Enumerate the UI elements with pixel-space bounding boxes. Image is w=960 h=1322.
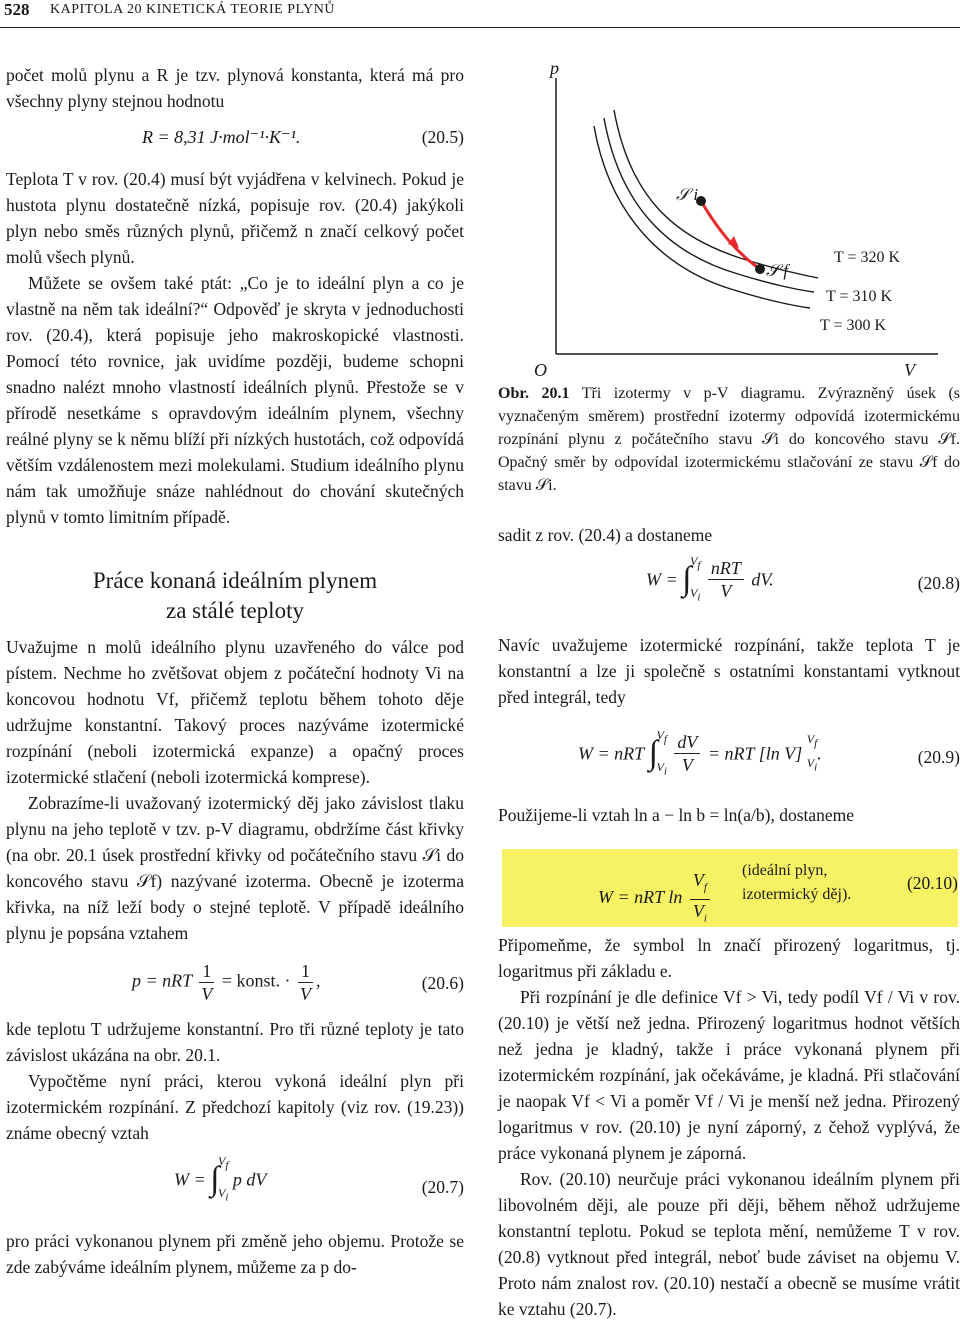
paragraph-natural-log: Připomeňme, že symbol ln značí přirozený logaritmus, tj. logaritmus při základu e.: [498, 935, 960, 981]
section-title-line-1: Práce konaná ideálním plynem: [92, 568, 378, 593]
figure-caption: [498, 382, 960, 497]
origin-label: O: [534, 360, 547, 380]
isothermal-expansion-segment: [701, 201, 760, 269]
header-rule: [0, 27, 960, 28]
paragraph-constant-t: Navíc uvažujeme izotermické rozpínání, takže teplota T je konstantní a lze ji společně s ostatními konstantami vytknout před integrál, tedy: [498, 635, 960, 707]
equation-20-5: [6, 114, 464, 166]
state-sf-point: [755, 264, 765, 274]
paragraph-general-case: Rov. (20.10) neurčuje práci vykonanou ideálním plynem při libovolném ději, ale pouze při ději, během něhož udržujeme konstantní teplotu. Pokud se teplota mění, nemůžeme T v rov. (20.8) vytknout před integrál, neboť bude záviset na objemu V. Proto nám znalost rov. (20.10) nestačí a obecně se musíme vrátit ke vztahu (20.7).: [498, 1169, 960, 1319]
isotherm-300: [594, 126, 810, 308]
equation-20-10-box: W = nRT ln $\frac{V_f}{V_i}$ (ideální plyn, izotermický děj). (20.10): [502, 849, 958, 927]
paragraph-ideal-gas: Můžete se ovšem také ptát: „Co je to ideální plyn a co je vlastně na něm tak ideální?“ Odpověď je skryta v jednoduchosti rov. (20.4), která popisuje jeho makroskopické vlastnosti. Pomocí této rovnice, jak uvidíme později, budeme schopni snadno nalézt mnoho vlastností ideálních plynů. Přestože se v přírodě nesetkáme s opravdovým ideálním plynem, všechny reálné plyny se k němu blíží při nízkých hustotách, což odpovídá větším vzdálenostem mezi molekulami. Studium ideálního plynu nám tak umožňuje snáze nahlédnout do chování skutečných plynů v tomto limitním případě.: [6, 273, 464, 527]
label-t300: T = 300 K: [820, 317, 887, 334]
figure-caption-text: Tři izotermy v p-V diagramu. Zvýrazněný úsek (s vyznačeným směrem) prostřední izotermy odpovídá izotermickému rozpínání plynu z počátečního stavu 𝒮i do koncového stavu 𝒮f. Opačný směr by odpovídal izotermickému stlačování ze stavu 𝒮f do stavu 𝒮i.: [498, 385, 960, 494]
isotherm-320: [614, 110, 818, 278]
paragraph-gas-constant: počet molů plynu a R je tzv. plynová konstanta, která má pro všechny plyny stejnou hodnotu: [6, 65, 464, 111]
label-t320: T = 320 K: [834, 249, 901, 266]
equation-20-5-number: (20.5): [421, 127, 464, 147]
equation-20-7: W = ∫ $V_f$ $V_i$ p dV (20.7): [174, 1154, 464, 1204]
axis-label-p: p: [550, 58, 559, 78]
equation-20-6-konst: = konst. ·: [221, 970, 291, 991]
label-si: 𝒮 i: [676, 185, 699, 204]
paragraph-isothermal-process: Uvažujme n molů ideálního plynu uzavřeného do válce pod pístem. Nechme ho zvětšovat objem z počáteční hodnoty Vi na koncovou hodnotu Vf, přičemž teplotu během tohoto děje udržujme konstantní. Takový proces nazýváme izotermické rozpínání (neboli izotermická expanze) a opačný proces izotermické stlačení (neboli izotermická komprese).: [6, 637, 464, 787]
figure-caption-label: Obr. 20.1: [498, 385, 570, 402]
left-column: [6, 62, 464, 1280]
paragraph-temperature: Teplota T v rov. (20.4) musí být vyjádřena v kelvinech. Pokud je hustota plynu dostatečně nízká, popisuje rov. (20.4) jakýkoli plyn nebo směs různých plynů, přičemž n značí celkový počet molů všech plynů.: [6, 169, 464, 267]
equation-20-10-formula: W = nRT ln: [598, 887, 683, 908]
label-sf: 𝒮 f: [766, 261, 789, 280]
paragraph-substitute: sadit z rov. (20.4) a dostaneme: [498, 525, 713, 545]
figure-isotherms: [498, 58, 960, 388]
right-column: [498, 522, 960, 828]
axis-label-v: V: [904, 360, 915, 380]
equation-20-8-number: (20.8): [917, 573, 960, 593]
equation-20-5-body: R = 8,31 J·mol⁻¹·K⁻¹.: [142, 127, 301, 147]
equation-20-9: W = nRT ∫ $V_f$ $V_i$ $\frac{dV}{V}$ = nRT [ln V] $V_f$ $V_i$ . (20.9): [578, 728, 960, 778]
equation-20-10-note-1: (ideální plyn,: [742, 862, 828, 879]
equation-20-7-number: (20.7): [421, 1177, 464, 1197]
equation-20-9-number: (20.9): [917, 747, 960, 767]
paragraph-isotherm: Zobrazíme-li uvažovaný izotermický děj jako závislost tlaku plynu na jeho teplotě v tzv. p-V diagramu, obdržíme část křivky (na obr. 20.1 úsek prostřední křivky od počátečního stavu 𝒮i do koncového stavu 𝒮f) nazývané izoterma. Obecně je izoterma křivka, na níž leží body o stejné teplotě. V případě ideálního plynu je popsána vztahem: [6, 793, 464, 943]
section-title: [6, 566, 464, 626]
equation-20-10-note-2: izotermický děj).: [742, 886, 852, 903]
equation-20-6: p = nRT $\frac{1}{V}$ = konst. · $\frac{1}{V}$ , (20.6): [132, 961, 464, 1004]
equation-20-8: W = ∫ $V_f$ $V_i$ $\frac{\text{nRT}}{V}$ dV. (20.8): [646, 554, 960, 604]
paragraph-expansion-sign: Při rozpínání je dle definice Vf > Vi, tedy podíl Vf / Vi v rov. (20.10) je větší než jedna. Přirozený logaritmus hodnot větších než jedna je kladný, takže i práce vykonaná plynem při izotermickém rozpínání, jak očekáváme, je kladná. Při stlačování je naopak Vf < Vi a poměr Vf / Vi je menší než jedna. Přirozený logaritmus v rov. (20.10) je nyní záporný, z čehož vyplývá, že práce vykonaná plynem je záporná.: [498, 987, 960, 1163]
equation-20-6-number: (20.6): [421, 973, 464, 993]
paragraph-log-rule: Použijeme-li vztah ln a − ln b = ln(a/b), dostaneme: [498, 805, 855, 825]
label-t310: T = 310 K: [826, 288, 893, 305]
pv-diagram: [498, 58, 960, 388]
paragraph-work-gas: pro práci vykonanou plynem při změně jeho objemu. Protože se zde zabýváme ideálním plynem, můžeme za p do-: [6, 1231, 464, 1277]
section-title-line-2: za stálé teploty: [166, 598, 304, 623]
running-title: KAPITOLA 20 KINETICKÁ TEORIE PLYNŮ: [50, 2, 335, 17]
equation-20-10-number: (20.10): [906, 873, 958, 893]
paragraph-work-calc: Vypočtěme nyní práci, kterou vykoná ideální plyn při izotermickém rozpínání. Z předchozí kapitoly (viz rov. (19.23)) známe obecný vztah: [6, 1071, 464, 1143]
page-header: [0, 0, 960, 28]
right-column-lower: [498, 932, 960, 1322]
page-number: 528: [4, 0, 30, 19]
paragraph-constant-temperature: kde teplotu T udržujeme konstantní. Pro tři různé teploty je tato závislost ukázána na obr. 20.1.: [6, 1019, 464, 1065]
